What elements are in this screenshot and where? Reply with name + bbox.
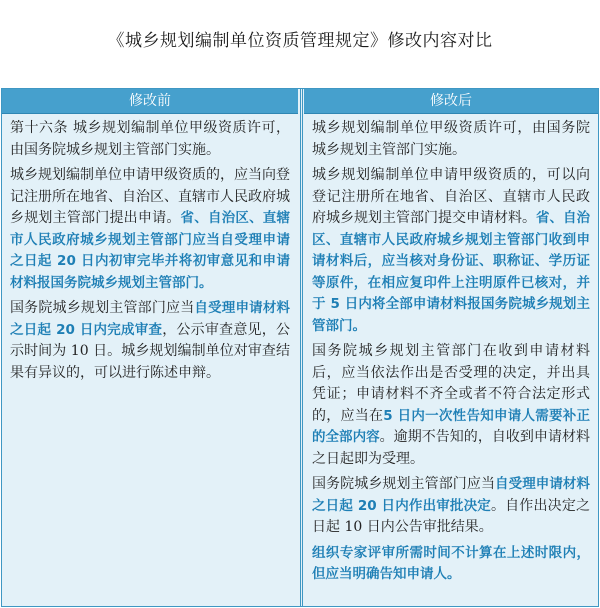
after-paragraph (312, 341, 590, 470)
body-text: 国务院城乡规划主管部门应当 (10, 300, 195, 316)
body-text: 。逾期不告知的，自收到申请材料之日起即为受理。 (312, 429, 591, 467)
body-text: 城乡规划编制单位申请甲级资质的，应当向登记注册所在地省、自治区、直辖市人民政府城乡规划主管部门提出申请。 (10, 167, 290, 226)
before-text (2, 114, 298, 384)
body-text: 国务院城乡规划主管部门在收到申请材料后，应当依法作出是否受理的决定，并出具凭证；申请材料不齐全或者不符合法定形式的，应当在 (312, 343, 590, 424)
after-paragraph (312, 165, 590, 337)
after-column (304, 89, 598, 606)
highlighted-text: 省、自治区、直辖市人民政府城乡规划主管部门收到申请材料后，应当核对身份证、职称证、学历证等原件，在相应复印件上注明原件已核对，并于 5 日内将全部申请材料报国务院城乡规划主管部门。 (312, 210, 590, 334)
highlighted-text: 5 日内一次性告知申请人需要补正的全部内容 (312, 407, 591, 445)
highlighted-text: 自受理申请材料之日起 20 日内完成审查 (10, 300, 291, 338)
highlighted-text: 自受理申请材料之日起 20 日内作出审批决定 (312, 476, 591, 514)
body-text: ，公示审查意见，公示时间为 10 日。城乡规划编制单位对审查结果有异议的，可以进行陈述申辩。 (10, 321, 291, 381)
before-paragraph (10, 165, 290, 294)
after-column-header: 修改后 (304, 89, 598, 114)
after-paragraph (312, 543, 590, 586)
body-text: 城乡规划编制单位甲级资质许可，由国务院城乡规划主管部门实施。 (312, 120, 590, 158)
after-paragraph (312, 118, 590, 161)
before-paragraph (10, 298, 290, 384)
before-column (2, 89, 298, 606)
highlighted-text: 省、自治区、直辖市人民政府城乡规划主管部门应当自受理申请之日起 20 日内初审完毕并将初审意见和申请材料报国务院城乡规划主管部门。 (10, 210, 291, 291)
comparison-table (1, 88, 599, 607)
before-column-header: 修改前 (2, 89, 298, 114)
body-text: 第十六条 城乡规划编制单位甲级资质许可，由国务院城乡规划主管部门实施。 (10, 120, 290, 158)
column-divider (300, 89, 301, 606)
highlighted-text: 组织专家评审所需时间不计算在上述时限内，但应当明确告知申请人。 (312, 544, 590, 582)
page-title: 《城乡规划编制单位资质管理规定》修改内容对比 (107, 31, 493, 51)
body-text: 国务院城乡规划主管部门应当 (312, 476, 496, 492)
after-paragraph (312, 474, 590, 539)
before-paragraph (10, 118, 290, 161)
column-divider (302, 89, 303, 606)
body-text: 。自作出决定之日起 10 日内公告审批结果。 (312, 497, 590, 535)
body-text: 城乡规划编制单位申请甲级资质的，可以向登记注册所在地省、自治区、直辖市人民政府城乡规划主管部门提交申请材料。 (312, 167, 590, 226)
after-text (304, 114, 598, 586)
